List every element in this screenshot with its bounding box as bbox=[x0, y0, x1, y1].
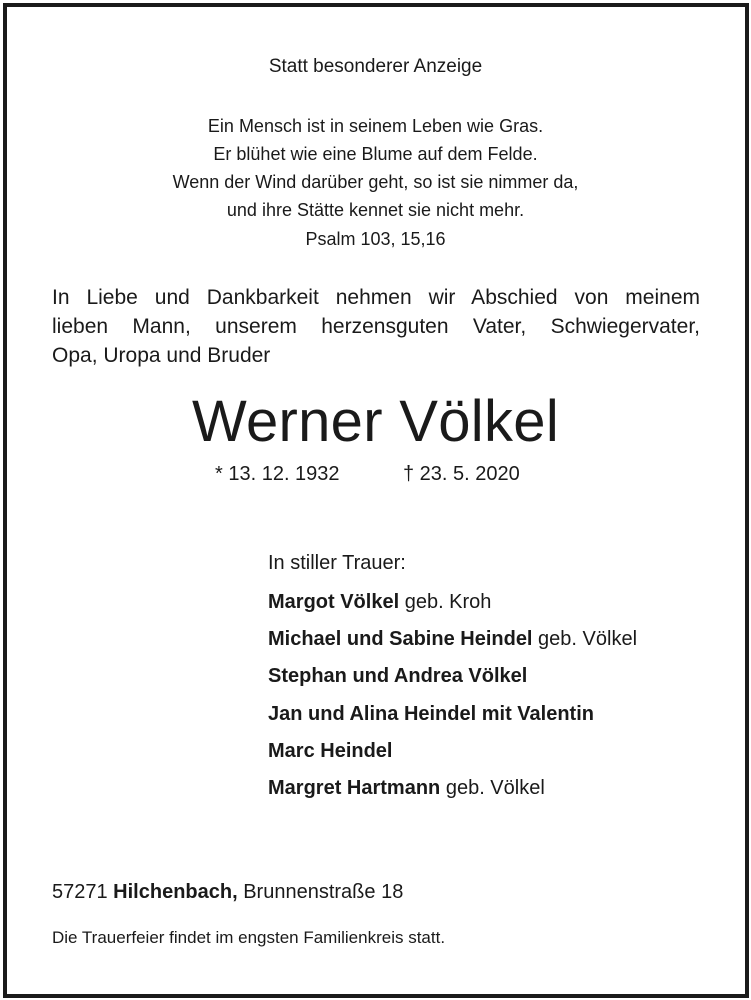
address-zip: 57271 bbox=[52, 881, 114, 903]
mourner-4 bbox=[268, 703, 594, 726]
mourner-6 bbox=[268, 777, 545, 800]
mourner-name: Michael und Sabine Heindel bbox=[268, 628, 533, 650]
intro-line-1: In Liebe und Dankbarkeit nehmen wir Abschied von meinem bbox=[52, 286, 700, 309]
mourning-label: In stiller Trauer: bbox=[268, 552, 406, 574]
mourner-name: Margret Hartmann bbox=[268, 777, 441, 799]
address-street: Brunnenstraße 18 bbox=[237, 881, 404, 903]
intro-line-2: lieben Mann, unserem herzensguten Vater, Schwiegervater, bbox=[52, 315, 700, 338]
mourner-name: Marc Heindel bbox=[268, 740, 393, 762]
mourner-note: geb. Völkel bbox=[440, 777, 545, 799]
verse-line-1: Ein Mensch ist in seinem Leben wie Gras. bbox=[207, 116, 544, 136]
intro-text bbox=[52, 283, 700, 370]
mourner-name: Margot Völkel bbox=[268, 591, 400, 613]
deceased-name: Werner Völkel bbox=[191, 389, 560, 454]
mourner-3 bbox=[268, 665, 527, 688]
mourner-name: Jan und Alina Heindel mit Valentin bbox=[268, 703, 594, 725]
mourner-1 bbox=[268, 591, 491, 614]
verse-line-2: Er blühet wie eine Blume auf dem Felde. bbox=[213, 144, 538, 164]
address bbox=[52, 881, 403, 904]
mourner-note: geb. Kroh bbox=[399, 591, 492, 613]
death-date: † 23. 5. 2020 bbox=[403, 463, 520, 485]
mourner-note: geb. Völkel bbox=[532, 628, 638, 650]
mourner-2 bbox=[268, 628, 637, 651]
verse-line-3: Wenn der Wind darüber geht, so ist sie nimmer da, bbox=[172, 172, 579, 192]
verse-source: Psalm 103, 15,16 bbox=[305, 229, 446, 249]
mourner-5 bbox=[268, 740, 392, 763]
mourner-name: Stephan und Andrea Völkel bbox=[268, 665, 528, 687]
address-city: Hilchenbach, bbox=[113, 881, 238, 903]
funeral-note: Die Trauerfeier findet im engsten Familienkreis statt. bbox=[52, 928, 446, 947]
intro-line-3: Opa, Uropa und Bruder bbox=[52, 344, 271, 367]
notice-heading: Statt besonderer Anzeige bbox=[268, 56, 483, 77]
birth-date: * 13. 12. 1932 bbox=[215, 463, 340, 485]
verse-line-4: und ihre Stätte kennet sie nicht mehr. bbox=[226, 200, 525, 220]
